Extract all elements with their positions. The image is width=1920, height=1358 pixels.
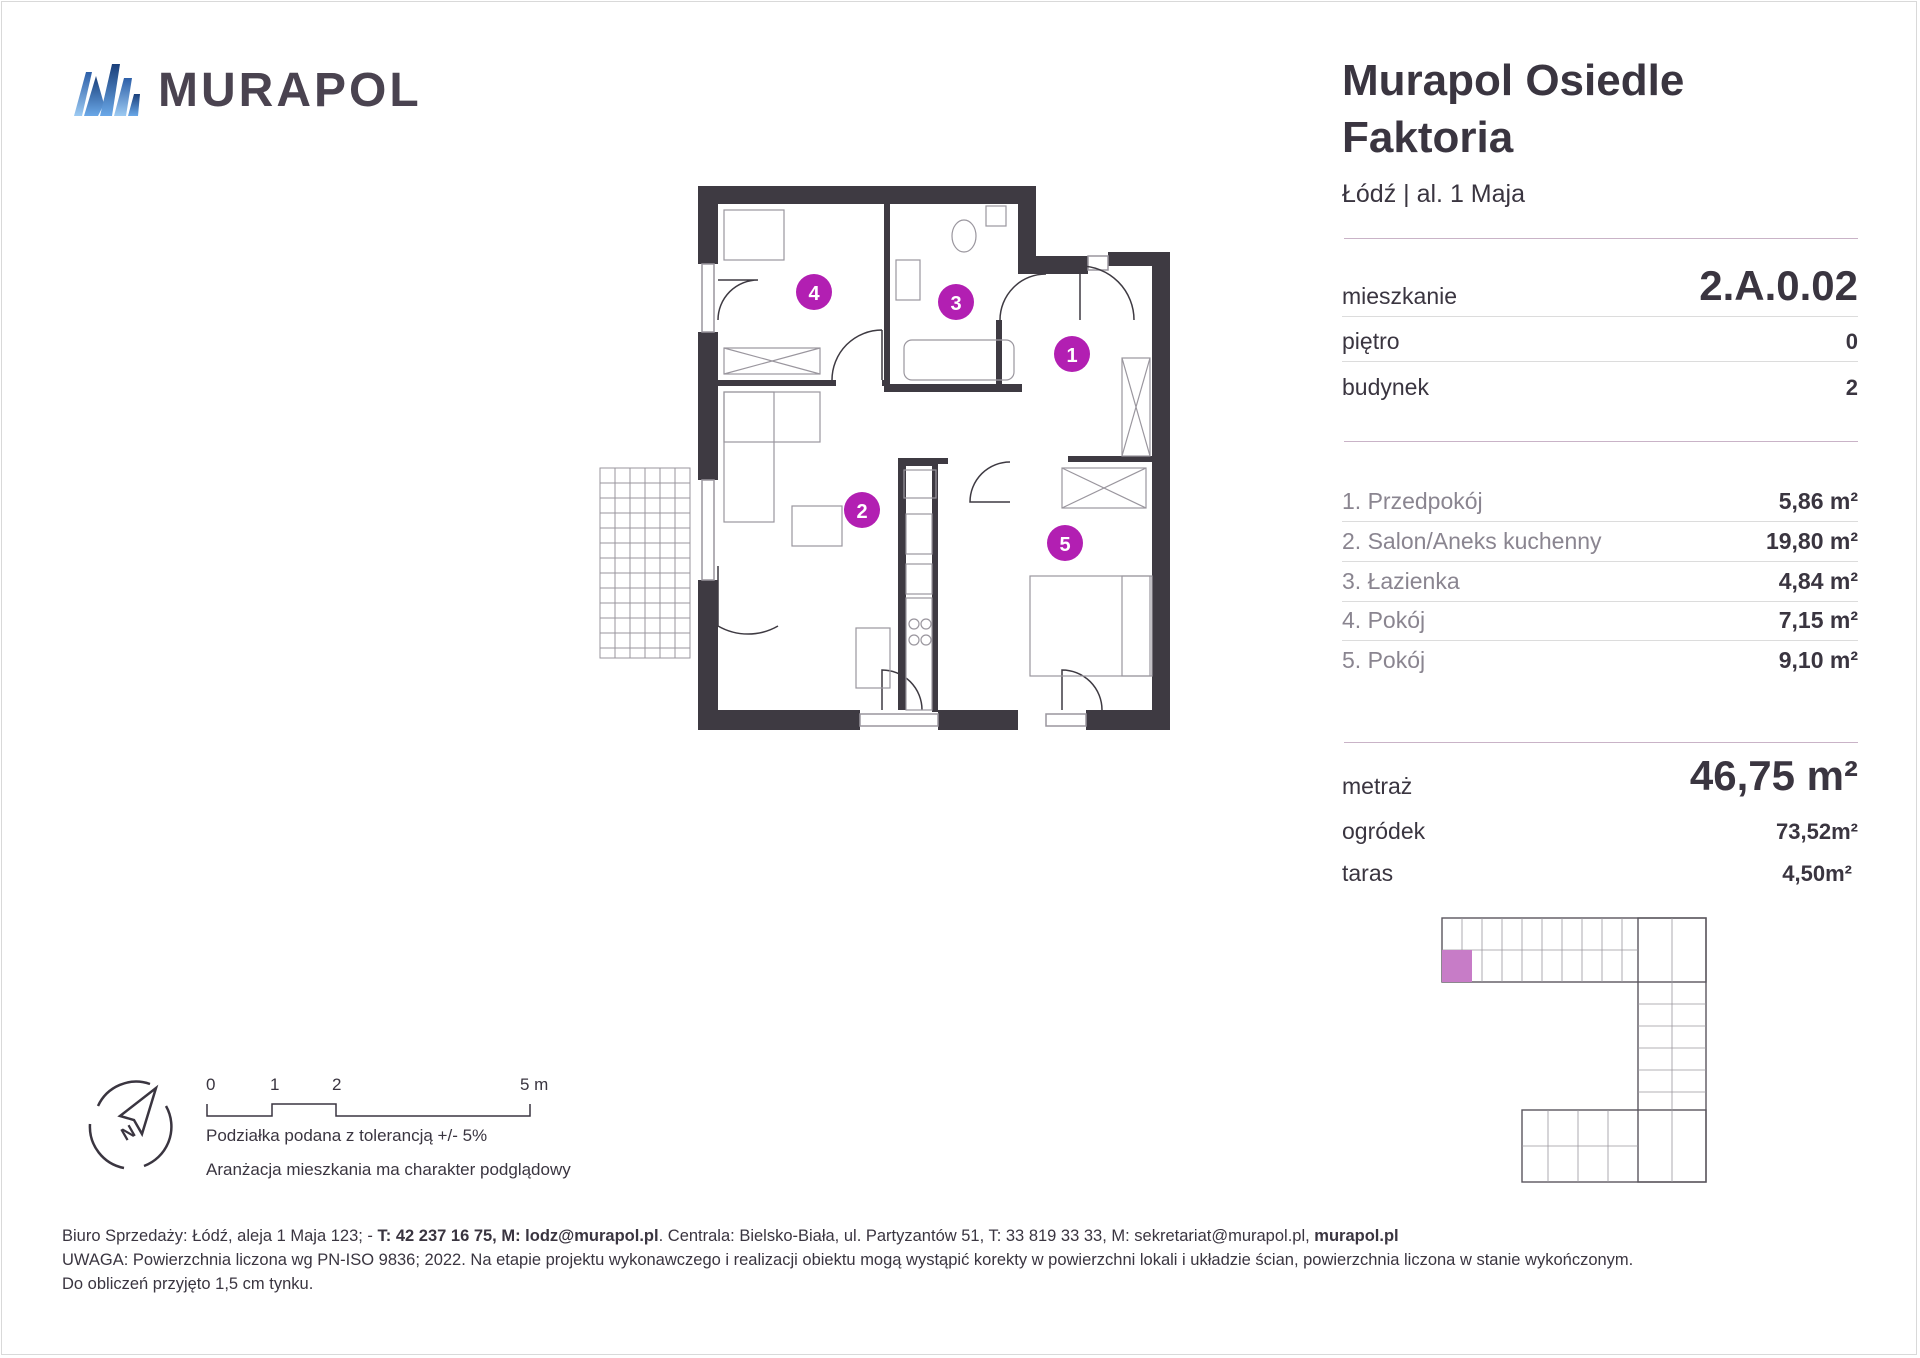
garden-row <box>1342 818 1858 845</box>
total-area-row <box>1342 752 1858 800</box>
inner-walls <box>718 204 1152 712</box>
total-area-label: metraż <box>1342 773 1413 799</box>
divider <box>1344 742 1858 743</box>
doors <box>718 266 1134 710</box>
floor-label: piętro <box>1342 328 1400 354</box>
room-name: 3. Łazienka <box>1342 568 1460 594</box>
murapol-logo-icon <box>74 64 140 116</box>
room-name: 4. Pokój <box>1342 607 1426 633</box>
room-marker-2[interactable] <box>844 492 880 528</box>
scale-tick-label: 5 m <box>520 1075 549 1094</box>
project-title <box>1342 52 1862 166</box>
room-area: 5,86 m² <box>1778 488 1858 514</box>
room-marker-label: 5 <box>1059 534 1071 556</box>
room-marker-label: 3 <box>950 293 962 315</box>
highlighted-apartment <box>1442 950 1472 982</box>
terrace-grid <box>600 468 690 658</box>
brand-logo[interactable] <box>74 62 422 118</box>
floor-plan <box>592 180 1182 740</box>
brand-name: MURAPOL <box>158 63 422 117</box>
project-address: Łódź | al. 1 Maja <box>1342 180 1525 208</box>
apartment-number: 2.A.0.02 <box>1699 262 1858 309</box>
room-area: 7,15 m² <box>1778 607 1858 633</box>
scale-tolerance-note: Podziałka podana z tolerancją +/- 5% <box>206 1126 488 1145</box>
room-marker-label: 1 <box>1066 345 1078 367</box>
footer-disclaimer: UWAGA: Powierzchnia liczona wg PN-ISO 9836; 2022. Na etapie projektu wykonawczego i realizacji obiektu mogą wystąpić korekty w powierzchni lokali i układzie ścian, powierzchnia liczona w stanie wykończonym. <box>62 1251 1634 1269</box>
project-title-line1: Murapol Osiedle <box>1342 56 1685 105</box>
room-area: 19,80 m² <box>1765 528 1858 554</box>
room-name: 2. Salon/Aneks kuchenny <box>1342 528 1602 554</box>
project-title-line2: Faktoria <box>1342 113 1514 162</box>
room-marker-1[interactable] <box>1054 336 1090 372</box>
room-row <box>1342 528 1858 562</box>
scale-tick-label: 0 <box>206 1075 216 1094</box>
divider <box>1344 441 1858 442</box>
building-row <box>1342 374 1858 401</box>
room-marker-3[interactable] <box>938 284 974 320</box>
room-area: 9,10 m² <box>1778 647 1858 673</box>
divider <box>1344 238 1858 239</box>
footer-website-link[interactable]: murapol.pl <box>1314 1227 1399 1245</box>
room-marker-4[interactable] <box>796 274 832 310</box>
compass-north-icon <box>84 1076 180 1172</box>
scale-tick-label: 1 <box>270 1075 280 1094</box>
room-name: 5. Pokój <box>1342 647 1426 673</box>
footer-plaster-note: Do obliczeń przyjęto 1,5 cm tynku. <box>62 1275 314 1293</box>
room-row <box>1342 488 1858 522</box>
terrace-label: taras <box>1342 860 1394 886</box>
building-value: 2 <box>1845 375 1858 400</box>
room-row <box>1342 607 1858 641</box>
room-area: 4,84 m² <box>1778 568 1858 594</box>
building-key-plan <box>1438 914 1710 1186</box>
terrace-row <box>1342 860 1858 887</box>
room-row <box>1342 568 1858 602</box>
room-marker-label: 2 <box>856 501 868 523</box>
arrangement-note: Aranżacja mieszkania ma charakter podglądowy <box>206 1160 571 1179</box>
total-area-value: 46,75 m² <box>1689 752 1858 799</box>
scale-bar <box>204 1070 564 1130</box>
footer-phone-email[interactable]: T: 42 237 16 75, M: lodz@murapol.pl <box>377 1227 659 1245</box>
footer-office: Biuro Sprzedaży: Łódź, aleja 1 Maja 123; - <box>62 1227 378 1245</box>
footer-contact <box>62 1224 1862 1248</box>
terrace-value: 4,50m² <box>1782 861 1852 886</box>
room-name: 1. Przedpokój <box>1342 488 1483 514</box>
room-marker-5[interactable] <box>1047 525 1083 561</box>
floor-row <box>1342 328 1858 362</box>
garden-label: ogródek <box>1342 818 1426 844</box>
apartment-row <box>1342 262 1858 317</box>
compass-letter: N <box>117 1120 139 1145</box>
floor-value: 0 <box>1845 329 1858 354</box>
scale-tick-label: 2 <box>332 1075 342 1094</box>
room-row <box>1342 647 1858 674</box>
footer-headquarters: . Centrala: Bielsko-Biała, ul. Partyzantów 51, T: 33 819 33 33, M: sekretariat@murapol.pl, <box>658 1227 1315 1245</box>
building-label: budynek <box>1342 374 1429 400</box>
garden-value: 73,52m² <box>1776 819 1858 844</box>
apartment-label: mieszkanie <box>1342 283 1458 309</box>
room-marker-label: 4 <box>808 283 820 305</box>
